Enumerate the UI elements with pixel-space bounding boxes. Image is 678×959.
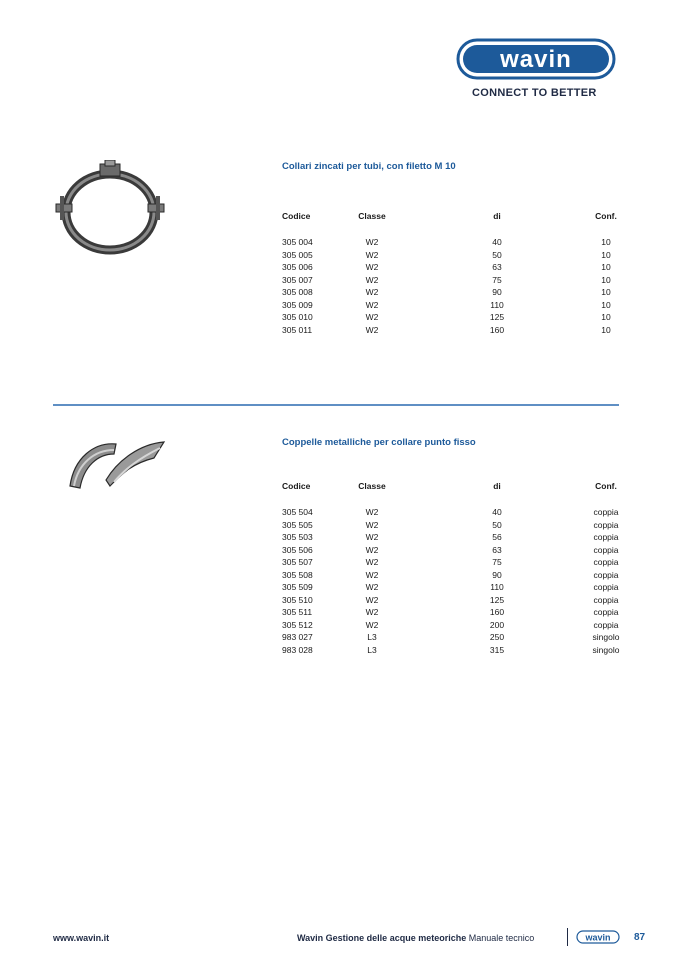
cell-di: 125: [489, 312, 505, 322]
cell-di: 75: [492, 557, 502, 567]
page-number: 87: [634, 932, 646, 943]
cell-classe: W2: [365, 594, 379, 605]
brand-tagline: CONNECT TO BETTER: [472, 87, 597, 99]
cell-classe: W2: [365, 557, 379, 567]
cell-codice: 305 509: [282, 582, 313, 592]
table-row: [282, 531, 620, 544]
cell-classe: W2: [365, 299, 379, 310]
cell-di: 125: [489, 594, 505, 605]
cell-codice: 305 005: [282, 249, 313, 260]
cell-codice: 305 004: [282, 237, 313, 247]
cell-codice: 305 503: [282, 532, 313, 542]
table-coppelle: [282, 481, 620, 656]
table-row: [282, 631, 620, 644]
table-body: [282, 236, 620, 336]
header-conf: Conf.: [595, 211, 617, 221]
cell-di: 315: [489, 644, 505, 655]
cell-di: 63: [492, 262, 502, 272]
cell-conf: singolo: [592, 644, 620, 655]
cell-classe: W2: [365, 619, 379, 630]
cell-codice: 305 506: [282, 544, 313, 555]
cell-conf: coppia: [593, 582, 619, 592]
cell-conf: coppia: [593, 507, 619, 517]
table-header-row: [282, 481, 620, 506]
section-title-coppelle: Coppelle metalliche per collare punto fisso: [282, 437, 476, 448]
cell-conf: coppia: [593, 607, 619, 617]
cell-di: 50: [492, 519, 502, 530]
cell-conf: coppia: [593, 569, 619, 580]
cell-di: 200: [489, 619, 505, 630]
table-row: [282, 299, 620, 312]
section-title-collari: Collari zincati per tubi, con filetto M 10: [282, 161, 456, 172]
cell-conf: 10: [601, 312, 611, 322]
cell-classe: L3: [367, 632, 377, 642]
header-di: di: [493, 481, 501, 491]
table-row: [282, 556, 620, 569]
cell-di: 40: [492, 507, 502, 517]
cell-classe: W2: [365, 532, 379, 542]
header-codice: Codice: [282, 481, 311, 491]
cell-di: 110: [490, 582, 504, 592]
cell-codice: 305 011: [282, 324, 313, 335]
cell-classe: L3: [367, 644, 377, 655]
cell-conf: coppia: [593, 619, 619, 630]
table-row: [282, 311, 620, 324]
cell-conf: 10: [601, 274, 611, 285]
cell-conf: 10: [601, 249, 611, 260]
cell-codice: 305 505: [282, 519, 313, 530]
header-conf: Conf.: [595, 481, 617, 491]
cell-conf: singolo: [592, 632, 620, 642]
table-row: [282, 606, 620, 619]
cell-conf: coppia: [593, 557, 619, 567]
table-collari: [282, 211, 620, 336]
header-codice: Codice: [282, 211, 311, 221]
footer-title-regular: Manuale tecnico: [468, 933, 535, 943]
cell-classe: W2: [365, 324, 379, 335]
table-row: [282, 249, 620, 262]
wavin-logo: [456, 38, 616, 80]
logo-wordmark: wavin: [500, 46, 572, 73]
cell-codice: 305 008: [282, 287, 313, 297]
table-body: [282, 506, 620, 656]
metal-shells-image: [64, 436, 170, 494]
cell-classe: W2: [365, 312, 379, 322]
cell-di: 160: [489, 324, 505, 335]
cell-codice: 305 508: [282, 569, 313, 580]
cell-codice: 305 010: [282, 312, 313, 322]
cell-di: 90: [492, 569, 502, 580]
cell-conf: 10: [601, 262, 611, 272]
footer-logo-wordmark: wavin: [585, 932, 611, 943]
table-header-row: [282, 211, 620, 236]
cell-di: 110: [490, 299, 504, 310]
cell-codice: 983 028: [282, 644, 313, 655]
cell-classe: W2: [365, 237, 379, 247]
cell-classe: W2: [365, 607, 379, 617]
footer-document-title: [297, 933, 534, 943]
table-row: [282, 261, 620, 274]
cell-conf: coppia: [593, 544, 619, 555]
cell-classe: W2: [365, 507, 379, 517]
cell-codice: 305 009: [282, 299, 313, 310]
cell-di: 90: [492, 287, 502, 297]
section-divider: [53, 404, 619, 406]
cell-di: 40: [492, 237, 502, 247]
header-classe: Classe: [358, 481, 386, 491]
footer-separator: [567, 928, 568, 946]
pipe-clamp-image: [52, 160, 168, 256]
footer-wavin-logo: [576, 930, 620, 944]
footer-website-link[interactable]: www.wavin.it: [53, 933, 110, 943]
table-row: [282, 581, 620, 594]
table-row: [282, 619, 620, 632]
table-row: [282, 506, 620, 519]
cell-di: 63: [492, 544, 502, 555]
cell-di: 56: [492, 532, 502, 542]
cell-codice: 305 512: [282, 619, 313, 630]
cell-codice: 305 507: [282, 557, 313, 567]
cell-di: 250: [489, 632, 505, 642]
cell-di: 75: [492, 274, 502, 285]
cell-codice: 305 504: [282, 507, 313, 517]
table-row: [282, 569, 620, 582]
table-row: [282, 274, 620, 287]
cell-classe: W2: [365, 519, 379, 530]
cell-classe: W2: [365, 274, 379, 285]
cell-di: 160: [489, 607, 505, 617]
table-row: [282, 594, 620, 607]
cell-codice: 305 007: [282, 274, 313, 285]
cell-codice: 305 510: [282, 594, 313, 605]
cell-codice: 983 027: [282, 632, 313, 642]
cell-classe: W2: [365, 249, 379, 260]
cell-classe: W2: [365, 582, 379, 592]
table-row: [282, 644, 620, 657]
cell-classe: W2: [365, 544, 379, 555]
cell-conf: 10: [601, 287, 611, 297]
table-row: [282, 544, 620, 557]
cell-codice: 305 006: [282, 262, 313, 272]
cell-classe: W2: [365, 287, 379, 297]
table-row: [282, 286, 620, 299]
table-row: [282, 324, 620, 337]
cell-conf: coppia: [593, 519, 619, 530]
cell-conf: 10: [601, 237, 611, 247]
header-classe: Classe: [358, 211, 386, 221]
table-row: [282, 519, 620, 532]
cell-classe: W2: [365, 262, 379, 272]
header-di: di: [493, 211, 501, 221]
cell-conf: coppia: [593, 532, 619, 542]
cell-codice: 305 511: [282, 607, 313, 617]
cell-conf: coppia: [593, 594, 619, 605]
cell-di: 50: [492, 249, 502, 260]
table-row: [282, 236, 620, 249]
cell-classe: W2: [365, 569, 379, 580]
footer-title-bold: Wavin Gestione delle acque meteoriche: [297, 933, 467, 943]
cell-conf: 10: [601, 299, 611, 310]
cell-conf: 10: [601, 324, 611, 335]
